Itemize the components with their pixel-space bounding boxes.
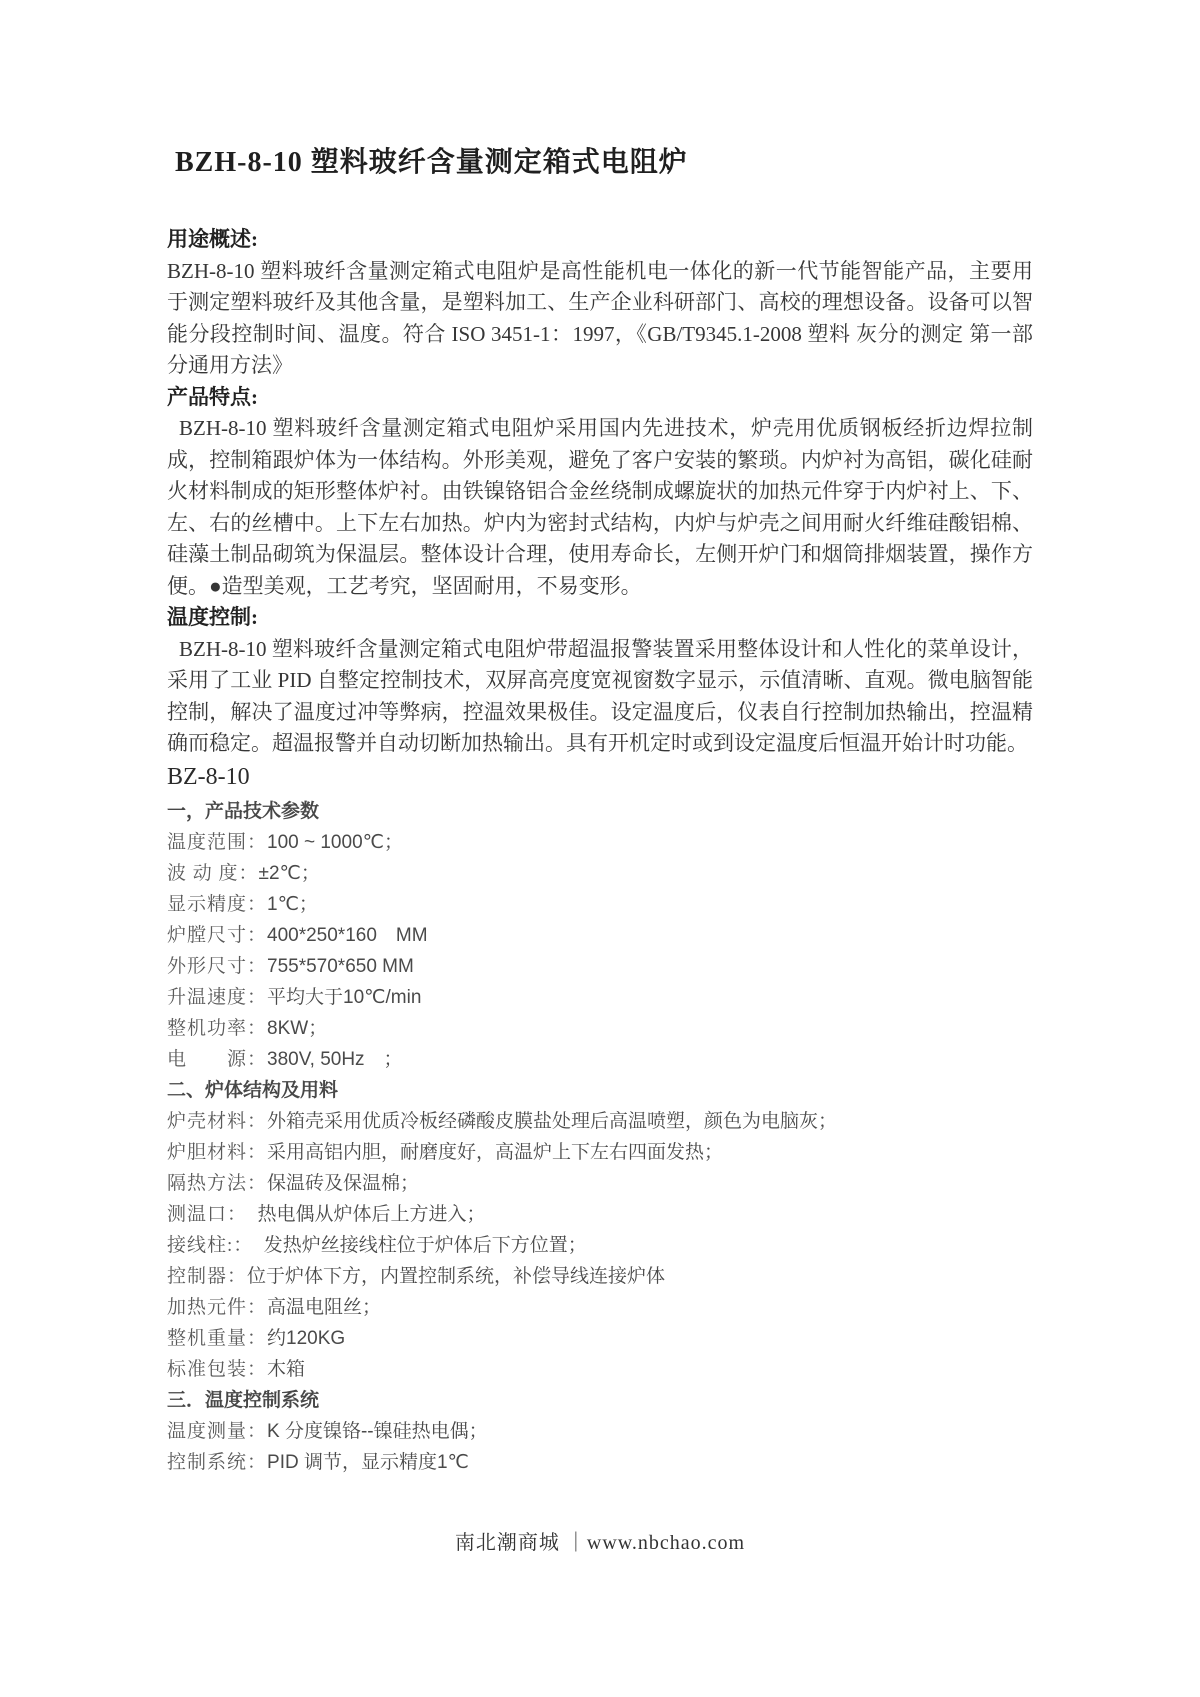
spec-value: ±2℃； [258, 862, 320, 884]
spec-row [167, 1168, 1033, 1199]
page-footer [167, 1526, 1033, 1555]
spec-row [167, 920, 1033, 951]
spec-label: 炉壳材料： [167, 1110, 268, 1132]
overview-paragraph: BZH-8-10 塑料玻纤含量测定箱式电阻炉是高性能机电一体化的新一代节能智能产品，主要用于测定塑料玻纤及其他含量，是塑料加工、生产企业科研部门、高校的理想设备。设备可以智能分段控制时间、温度。符合 ISO 3451-1：1997，《GB/T9345.1-2008 塑料 灰分的测定 第一部分通用方法》 [167, 258, 1033, 377]
spec-value: K 分度镍铬--镍硅热电偶； [267, 1420, 488, 1442]
spec-value: 400*250*160 MM [267, 924, 428, 946]
section-features [167, 382, 1033, 603]
spec-value: 位于炉体下方，内置控制系统，补偿导线连接炉体 [247, 1265, 666, 1287]
spec-value: 木箱 [267, 1358, 306, 1380]
section-heading-features: 产品特点: [167, 384, 258, 409]
section-heading-temperature-control: 温度控制: [167, 605, 258, 629]
spec-group-furnace-structure [167, 1075, 1033, 1385]
spec-row [167, 1199, 1033, 1230]
spec-value: 热电偶从炉体后上方进入； [257, 1203, 486, 1225]
spec-value: 755*570*650 MM [267, 955, 414, 977]
spec-label: 升温速度： [167, 986, 268, 1008]
spec-label: 温度测量： [167, 1420, 268, 1442]
spec-row [167, 951, 1033, 982]
spec-value: 约120KG [267, 1327, 346, 1349]
spec-label: 标准包装： [167, 1358, 268, 1380]
spec-value: 100 ~ 1000℃； [267, 831, 403, 853]
section-overview [167, 224, 1033, 382]
spec-label: 炉胆材料： [167, 1141, 268, 1163]
spec-label: 整机重量： [167, 1327, 268, 1349]
spec-label: 测温口： [167, 1203, 258, 1225]
spec-row [167, 1447, 1033, 1478]
spec-value: 保温砖及保温棉； [267, 1172, 420, 1194]
spec-row [167, 1261, 1033, 1292]
spec-value: 8KW； [267, 1017, 328, 1039]
spec-label: 波 动 度： [167, 862, 259, 884]
footer-text: 南北潮商城 ｜www.nbchao.com [454, 1531, 746, 1554]
spec-group-temperature-control-system [167, 1385, 1033, 1478]
spec-value: 380V, 50Hz ； [267, 1048, 403, 1070]
spec-value: 外箱壳采用优质冷板经磷酸皮膜盐处理后高温喷塑，颜色为电脑灰； [267, 1110, 838, 1132]
spec-label: 炉膛尺寸： [167, 924, 268, 946]
spec-value: 高温电阻丝； [267, 1296, 382, 1318]
section-temperature-control [167, 602, 1033, 760]
spec-label: 显示精度： [167, 893, 268, 915]
spec-row [167, 827, 1033, 858]
spec-group-heading-technical-parameters: 一，产品技术参数 [167, 800, 320, 822]
spec-label: 控制系统： [167, 1451, 268, 1473]
spec-label: 温度范围： [167, 831, 268, 853]
spec-row [167, 1354, 1033, 1385]
spec-row [167, 1230, 1033, 1261]
spec-row [167, 1106, 1033, 1137]
spec-label: 加热元件： [167, 1296, 268, 1318]
spec-value: 平均大于10℃/min [267, 986, 422, 1008]
spec-value: PID 调节，显示精度1℃ [267, 1451, 469, 1473]
spec-label: 电 源： [167, 1048, 268, 1070]
temperature-control-paragraph: BZH-8-10 塑料玻纤含量测定箱式电阻炉带超温报警装置采用整体设计和人性化的菜单设计，采用了工业 PID 自整定控制技术，双屏高亮度宽视窗数字显示，示值清晰、直观。微电脑智能控制，解决了温度过冲等弊病，控温效果极佳。设定温度后，仪表自行控制加热输出，控温精确而稳定。超温报警并自动切断加热输出。具有开机定时或到设定温度后恒温开始计时功能。 [167, 636, 1033, 755]
model-label: BZ-8-10 [167, 763, 250, 790]
spec-row [167, 1013, 1033, 1044]
spec-row [167, 1323, 1033, 1354]
spec-label: 隔热方法： [167, 1172, 268, 1194]
spec-row [167, 1137, 1033, 1168]
spec-row [167, 1416, 1033, 1447]
spec-group-heading-furnace-structure: 二、炉体结构及用料 [167, 1079, 339, 1101]
spec-value: 发热炉丝接线柱位于炉体后下方位置； [263, 1234, 587, 1256]
spec-value: 采用高铝内胆，耐磨度好，高温炉上下左右四面发热； [267, 1141, 724, 1163]
spec-row [167, 1044, 1033, 1075]
spec-label: 控制器： [167, 1265, 248, 1287]
spec-row [167, 1292, 1033, 1323]
spec-group-technical-parameters [167, 796, 1033, 1075]
spec-group-heading-temperature-control-system: 三．温度控制系统 [167, 1389, 320, 1411]
document-title: BZH-8-10 塑料玻纤含量测定箱式电阻炉 [175, 147, 688, 178]
spec-label: 整机功率： [167, 1017, 268, 1039]
spec-row [167, 858, 1033, 889]
spec-label: 外形尺寸： [167, 955, 268, 977]
spec-value: 1℃； [267, 893, 318, 915]
features-paragraph: BZH-8-10 塑料玻纤含量测定箱式电阻炉采用国内先进技术，炉壳用优质钢板经折边焊拉制成，控制箱跟炉体为一体结构。外形美观，避免了客户安装的繁琐。内炉衬为高铝，碳化硅耐火材料制成的矩形整体炉衬。由铁镍铬铝合金丝绕制成螺旋状的加热元件穿于内炉衬上、下、左、右的丝槽中。上下左右加热。炉内为密封式结构，内炉与炉壳之间用耐火纤维硅酸铝棉、硅藻土制品砌筑为保温层。整体设计合理，使用寿命长，左侧开炉门和烟筒排烟装置，操作方便。●造型美观，工艺考究，坚固耐用，不易变形。 [167, 416, 1033, 598]
spec-row [167, 982, 1033, 1013]
spec-row [167, 889, 1033, 920]
section-heading-overview: 用途概述: [167, 227, 258, 251]
spec-label: 接线柱:： [167, 1234, 264, 1256]
